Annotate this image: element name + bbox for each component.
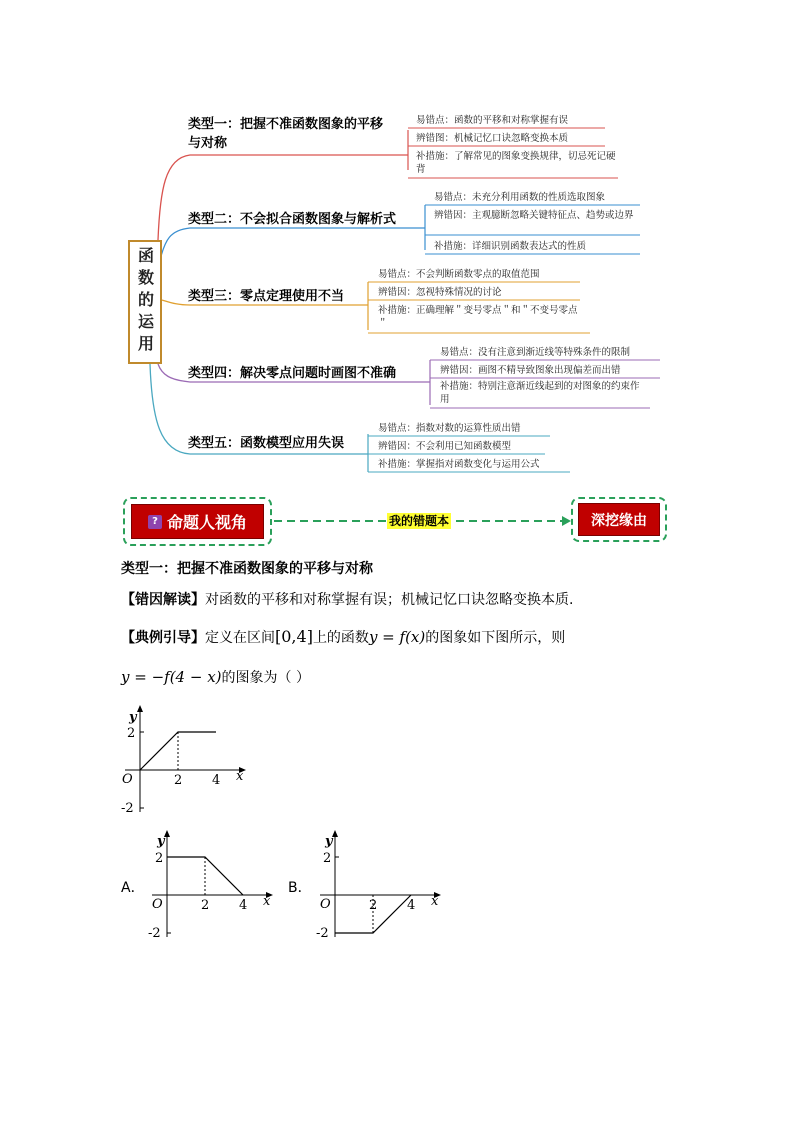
branch-4-tip-1: 易错点：没有注意到渐近线等特殊条件的限制 [440,347,631,358]
axis-x-label: x [263,894,271,909]
original-graph [115,700,255,815]
branch-2-title: 类型二：不会拟合函数图象与解析式 [188,212,397,227]
transformed-expr: y = −f(4 − x) [121,668,222,686]
tick-y-2: 2 [155,851,164,866]
option-a-graph[interactable] [140,825,280,940]
tick-x-4: 4 [239,898,248,913]
tick-y-2: 2 [127,726,136,741]
mindmap-center [128,240,162,364]
branch-3-title: 类型三：零点定理使用不当 [188,289,345,304]
section-heading: 类型一：把握不准函数图象的平移与对称 [121,561,373,577]
function-expr: y = f(x) [368,628,426,646]
question-icon: ? [148,515,162,529]
error-text: 对函数的平移和对称掌握有误；机械记忆口诀忽略变换本质. [205,592,574,608]
example-mid: 上的函数 [312,630,369,646]
branch-1-title: 类型一：把握不准函数图象的平移与对称 [188,117,384,151]
banner-left-label: 命题人视角 [166,513,247,532]
branch-5-tip-2: 辨错因：不会利用已知函数模型 [378,441,512,452]
axis-y-label: y [129,710,137,725]
tick-x-2: 2 [201,898,210,913]
option-b-graph[interactable] [308,825,448,940]
branch-2-tip-2: 辨错因：主观臆断忽略关键特征点、趋势或边界 [434,210,634,221]
branch-3-tip-3: 补措施：正确理解＂变号零点＂和＂不变号零点＂ [378,305,578,329]
tick-x-2: 2 [174,773,183,788]
tick-y-neg2: -2 [121,801,134,815]
mindmap-center-label: 函数的运用 [135,247,155,357]
option-b-label[interactable]: B． [288,880,312,896]
tick-y-neg2: -2 [148,926,161,940]
branch-2-tip-3: 补措施：详细识别函数表达式的性质 [434,241,587,252]
axis-y-label: y [325,834,333,849]
branch-4-tip-2: 辨错因：画图不精导致图象出现偏差而出错 [440,365,621,376]
interval: [0,4] [275,627,313,646]
origin-label: O [152,897,163,912]
axis-y-label: y [157,834,165,849]
branch-4-title: 类型四：解决零点问题时画图不准确 [188,366,397,381]
branch-1-tip-2: 辨错图：机械记忆口诀忽略变换本质 [416,133,569,144]
branch-1-tip-1: 易错点：函数的平移和对称掌握有误 [416,115,569,126]
origin-label: O [122,772,133,787]
branch-2-tip-1: 易错点：未充分利用函数的性质选取图象 [434,192,606,203]
branch-3-tip-1: 易错点：不会判断函数零点的取值范围 [378,269,540,280]
tick-y-2: 2 [323,851,332,866]
branch-3-tip-2: 辨错因：忽视特殊情况的讨论 [378,287,502,298]
branch-1-tip-3: 补措施：了解常见的图象变换规律，切忌死记硬背 [416,151,616,175]
line2-post: 的图象为（ ） [221,670,310,686]
option-a-label[interactable]: A． [121,880,145,896]
banner-right [578,503,660,536]
tick-x-4: 4 [407,898,416,913]
branch-5-tip-3: 补措施：掌握指对函数变化与运用公式 [378,459,540,470]
tick-x-2: 2 [369,898,378,913]
axis-x-label: x [236,769,244,784]
tick-y-neg2: -2 [316,926,329,940]
example-paragraph [121,627,565,648]
axis-x-label: x [431,894,439,909]
example-tag: 【典例引导】 [121,630,205,646]
branch-4-tip-3: 补措施：特别注意渐近线起到的对图象的约束作用 [440,381,640,405]
example-line-2 [121,667,310,688]
branch-5-title: 类型五：函数模型应用失误 [188,436,345,451]
banner-right-label: 深挖缘由 [591,512,647,529]
banner-middle-label: 我的错题本 [389,514,450,528]
error-paragraph [121,590,573,610]
branch-5-tip-1: 易错点：指数对数的运算性质出错 [378,423,521,434]
origin-label: O [320,897,331,912]
mindmap-lines [0,0,794,480]
error-tag: 【错因解读】 [121,592,205,608]
example-pre: 定义在区间 [205,630,275,646]
tick-x-4: 4 [212,773,221,788]
banner-left [131,504,264,539]
example-post: 的图象如下图所示，则 [425,630,566,646]
